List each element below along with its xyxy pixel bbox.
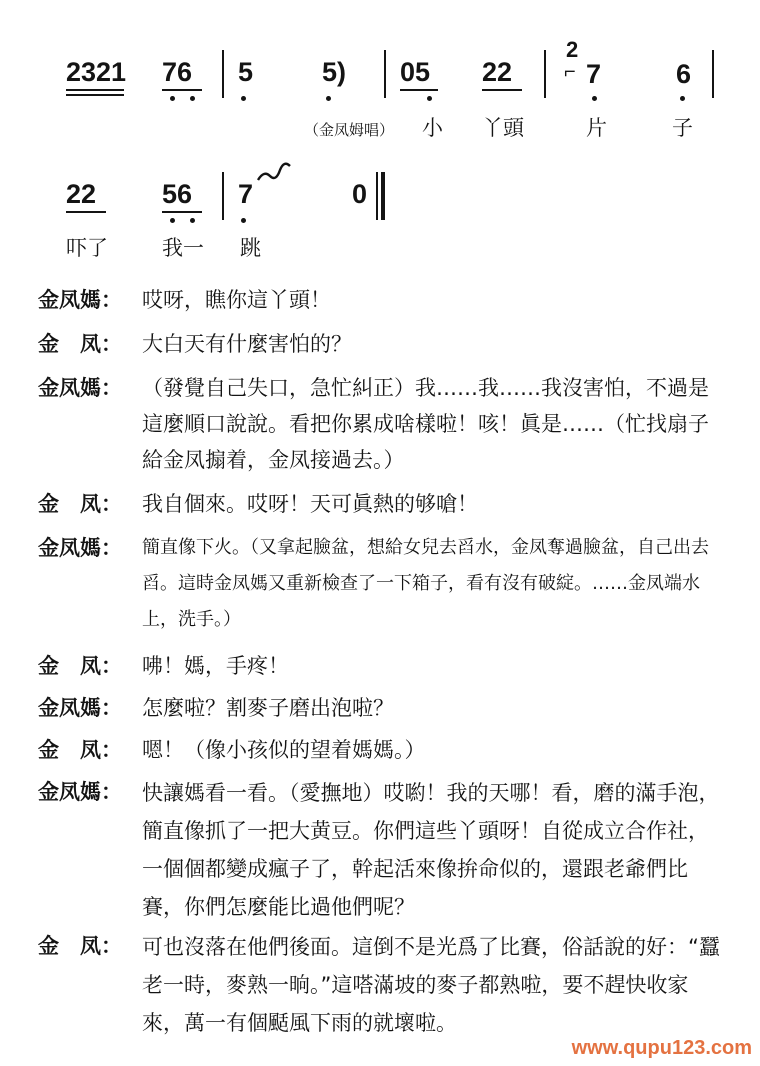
note: 7 [238, 179, 254, 209]
low-dot [427, 96, 432, 101]
low-dot [170, 96, 175, 101]
speech: 我自個來。哎呀！天可眞熱的够嗆！ [142, 492, 478, 516]
dialogue-line [38, 928, 728, 1042]
end-bar-thick [381, 172, 385, 220]
underline [162, 89, 202, 91]
underline [66, 94, 124, 96]
low-dot [241, 96, 246, 101]
speaker: 金凤媽： [38, 536, 122, 560]
lyric-intro: （金凤姆唱） [304, 121, 395, 139]
low-dot [680, 96, 685, 101]
note-group: 2321 [66, 57, 127, 87]
dialogue-line [38, 370, 728, 478]
speaker: 金凤媽： [38, 780, 122, 804]
low-dot [592, 96, 597, 101]
underline [400, 89, 438, 91]
lyric: 小 [422, 116, 443, 140]
bar-line [712, 50, 714, 98]
note-group: 22 [482, 57, 513, 87]
speech: 快讓媽看一看。（愛撫地）哎喲！我的天哪！看，磨的滿手泡，簡直像抓了一把大黄豆。你們這些丫頭呀！自從成立合作社，一個個都變成瘋子了，幹起活來像拚命似的，還跟老爺們比賽，你們怎麼能比過他們呢？ [142, 781, 720, 919]
speaker: 金 凤： [38, 654, 122, 678]
note-group: 56 [162, 179, 193, 209]
underline [66, 89, 124, 91]
speech: 怎麼啦？割麥子磨出泡啦？ [142, 696, 394, 720]
speaker: 金凤媽： [38, 696, 122, 720]
speaker: 金凤媽： [38, 376, 122, 400]
underline [162, 211, 202, 213]
dialogue-line [38, 326, 728, 362]
speech: 簡直像下火。（又拿起臉盆，想給女兒去舀水，金凤奪過臉盆，自己出去舀。這時金凤媽又重新檢查了一下箱子，看有沒有破綻。……金凤端水上，洗手。） [142, 537, 709, 630]
grace-note: 2 [566, 37, 579, 62]
watermark: www.qupu123.com [571, 1037, 752, 1059]
music-score [0, 0, 760, 260]
underline [482, 89, 522, 91]
dialogue-line [38, 648, 728, 684]
dialogue-line [38, 690, 728, 726]
lyric: 丫頭 [482, 116, 524, 140]
lyric: 我一 [162, 236, 204, 260]
speaker: 金 凤： [38, 934, 122, 958]
underline [66, 211, 106, 213]
bar-line [222, 172, 224, 220]
end-bar-thin [376, 172, 378, 220]
speech: 可也沒落在他們後面。這倒不是光爲了比賽，俗話說的好：“蠶老一時，麥熟一晌。”這嗒滿坡的麥子都熟啦，要不趕快收家來，萬一有個颳風下雨的就壞啦。 [142, 935, 720, 1035]
glissando-mark [256, 158, 296, 184]
lyric: 跳 [240, 236, 261, 260]
dialogue-line [38, 732, 728, 768]
dialogue-line [38, 486, 728, 522]
grace-slur: ⌐ [564, 61, 576, 83]
low-dot [241, 218, 246, 223]
note: 7 [586, 59, 602, 89]
note-group: 22 [66, 179, 97, 209]
bar-line [544, 50, 546, 98]
dialogue-line [38, 530, 728, 638]
bar-line [222, 50, 224, 98]
note-group: 05 [400, 57, 431, 87]
note: 0 [352, 179, 368, 209]
low-dot [190, 218, 195, 223]
lyric: 片 [586, 116, 607, 140]
speech: 大白天有什麼害怕的？ [142, 332, 352, 356]
note: 5) [322, 57, 347, 87]
lyric: 吓了 [66, 236, 108, 260]
speaker: 金 凤： [38, 738, 122, 762]
speaker: 金 凤： [38, 332, 122, 356]
speech: 哎呀，瞧你這丫頭！ [142, 288, 331, 312]
low-dot [326, 96, 331, 101]
speaker: 金 凤： [38, 492, 122, 516]
low-dot [190, 96, 195, 101]
low-dot [170, 218, 175, 223]
lyric: 子 [672, 116, 693, 140]
note: 5 [238, 57, 254, 87]
speech: 咈！媽，手疼！ [142, 654, 289, 678]
dialogue-line [38, 282, 728, 318]
bar-line [384, 50, 386, 98]
note-group: 76 [162, 57, 193, 87]
note: 6 [676, 59, 692, 89]
speaker: 金凤媽： [38, 288, 122, 312]
speech: （發覺自己失口，急忙糾正）我……我……我沒害怕，不過是這麼順口說說。看把你累成啥樣啦！咳！眞是……（忙找扇子給金凤搧着，金凤接過去。） [142, 376, 709, 472]
speech: 嗯！（像小孩似的望着媽媽。） [142, 738, 426, 762]
dialogue-line [38, 774, 728, 926]
